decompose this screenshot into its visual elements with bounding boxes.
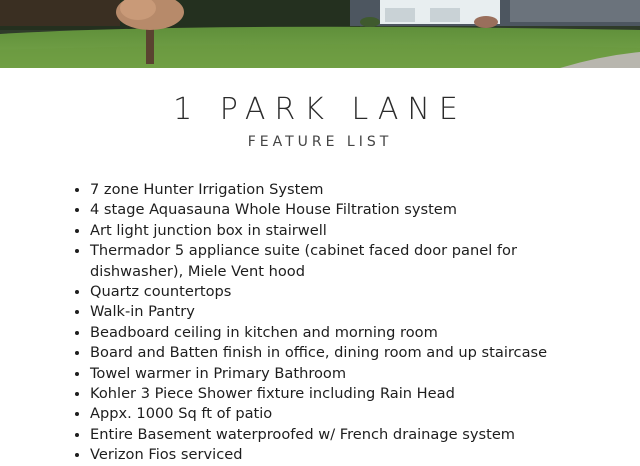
list-item: • Board and Batten finish in office, dining room and up staircase	[90, 343, 610, 363]
property-title: 1 PARK LANE	[173, 92, 467, 127]
list-item: • Quartz countertops	[90, 282, 610, 302]
list-item: • Kohler 3 Piece Shower fixture including Rain Head	[90, 384, 610, 404]
list-item: • Appx. 1000 Sq ft of patio	[90, 404, 610, 424]
list-item: • Verizon Fios serviced	[90, 445, 610, 465]
list-item: • Art light junction box in stairwell	[90, 221, 610, 241]
list-item: • Thermador 5 appliance suite (cabinet faced door panel for dishwasher), Miele Vent hood	[90, 241, 610, 282]
list-item: • Beadboard ceiling in kitchen and morning room	[90, 323, 610, 343]
list-item: • Walk-in Pantry	[90, 302, 610, 322]
list-item: • 4 stage Aquasauna Whole House Filtration system	[90, 200, 610, 220]
property-photo	[0, 0, 640, 68]
feature-list	[70, 180, 610, 466]
list-item: • 7 zone Hunter Irrigation System	[90, 180, 610, 200]
list-item: • Towel warmer in Primary Bathroom	[90, 364, 610, 384]
list-item: • Entire Basement waterproofed w/ French drainage system	[90, 425, 610, 445]
feature-list-subtitle: FEATURE LIST	[247, 134, 393, 150]
